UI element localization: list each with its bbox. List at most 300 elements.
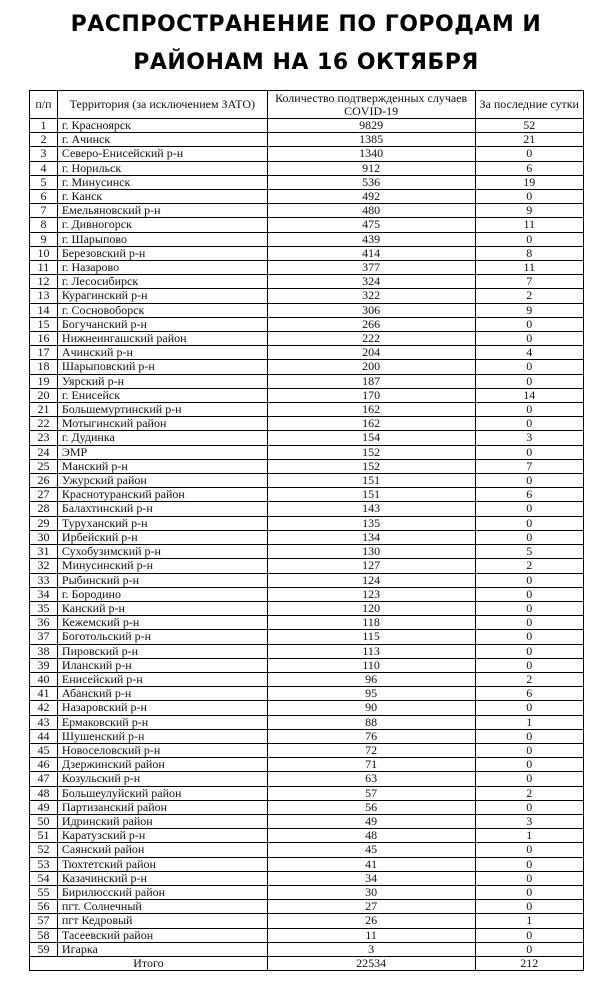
row-territory: Назаровский р-н — [57, 701, 267, 715]
table-row — [30, 715, 584, 729]
row-confirmed-count: 124 — [267, 573, 475, 587]
row-confirmed-count: 322 — [267, 289, 475, 303]
row-territory: г. Ачинск — [57, 133, 267, 147]
row-last-day: 1 — [475, 829, 584, 843]
row-confirmed-count: 30 — [267, 885, 475, 899]
row-territory: Краснотуранский район — [57, 488, 267, 502]
row-number: 36 — [30, 616, 58, 630]
table-row — [30, 360, 584, 374]
row-territory: Ужурский район — [57, 474, 267, 488]
row-territory: г. Красноярск — [57, 119, 267, 133]
row-confirmed-count: 266 — [267, 317, 475, 331]
row-number: 20 — [30, 388, 58, 402]
row-last-day: 2 — [475, 786, 584, 800]
table-row — [30, 857, 584, 871]
row-last-day: 0 — [475, 332, 584, 346]
row-territory: Богучанский р-н — [57, 317, 267, 331]
table-row — [30, 843, 584, 857]
row-last-day: 19 — [475, 175, 584, 189]
table-row — [30, 772, 584, 786]
row-territory: г. Назарово — [57, 261, 267, 275]
row-confirmed-count: 135 — [267, 516, 475, 530]
row-territory: Тасеевский район — [57, 928, 267, 942]
row-number: 43 — [30, 715, 58, 729]
covid-cases-table — [29, 90, 584, 971]
row-last-day: 0 — [475, 630, 584, 644]
row-number: 38 — [30, 644, 58, 658]
row-territory: ЭМР — [57, 445, 267, 459]
row-territory: Канский р-н — [57, 601, 267, 615]
row-territory: Мотыгинский район — [57, 417, 267, 431]
row-confirmed-count: 480 — [267, 204, 475, 218]
row-territory: Курагинский р-н — [57, 289, 267, 303]
row-territory: Туруханский р-н — [57, 516, 267, 530]
row-number: 33 — [30, 573, 58, 587]
table-row — [30, 261, 584, 275]
row-number: 29 — [30, 516, 58, 530]
table-row — [30, 601, 584, 615]
row-last-day: 0 — [475, 417, 584, 431]
row-territory: Бирилюсский район — [57, 885, 267, 899]
table-row — [30, 800, 584, 814]
row-confirmed-count: 170 — [267, 388, 475, 402]
row-number: 6 — [30, 190, 58, 204]
row-confirmed-count: 48 — [267, 829, 475, 843]
row-confirmed-count: 324 — [267, 275, 475, 289]
table-row — [30, 147, 584, 161]
row-territory: Боготольский р-н — [57, 630, 267, 644]
row-last-day: 1 — [475, 914, 584, 928]
row-number: 55 — [30, 885, 58, 899]
row-confirmed-count: 187 — [267, 374, 475, 388]
row-territory: пгт Кедровый — [57, 914, 267, 928]
row-confirmed-count: 26 — [267, 914, 475, 928]
row-confirmed-count: 1340 — [267, 147, 475, 161]
row-number: 23 — [30, 431, 58, 445]
total-count: 22534 — [267, 956, 475, 970]
row-number: 11 — [30, 261, 58, 275]
row-confirmed-count: 95 — [267, 687, 475, 701]
table-row — [30, 190, 584, 204]
row-number: 35 — [30, 601, 58, 615]
row-number: 27 — [30, 488, 58, 502]
row-last-day: 0 — [475, 445, 584, 459]
row-confirmed-count: 34 — [267, 871, 475, 885]
table-row — [30, 488, 584, 502]
row-confirmed-count: 110 — [267, 658, 475, 672]
row-last-day: 5 — [475, 545, 584, 559]
table-row — [30, 133, 584, 147]
row-territory: Козульский р-н — [57, 772, 267, 786]
table-header-row — [30, 91, 584, 119]
row-territory: Казачинский р-н — [57, 871, 267, 885]
table-row — [30, 672, 584, 686]
table-row — [30, 914, 584, 928]
row-confirmed-count: 912 — [267, 161, 475, 175]
row-last-day: 6 — [475, 687, 584, 701]
row-territory: Иланский р-н — [57, 658, 267, 672]
table-row — [30, 289, 584, 303]
row-confirmed-count: 151 — [267, 488, 475, 502]
row-confirmed-count: 414 — [267, 246, 475, 260]
header-last-day: За последние сутки — [475, 91, 584, 119]
row-number: 5 — [30, 175, 58, 189]
table-row — [30, 630, 584, 644]
row-confirmed-count: 151 — [267, 474, 475, 488]
row-number: 46 — [30, 758, 58, 772]
row-number: 21 — [30, 403, 58, 417]
row-last-day: 0 — [475, 573, 584, 587]
row-territory: Шушенский р-н — [57, 729, 267, 743]
row-last-day: 0 — [475, 516, 584, 530]
row-last-day: 6 — [475, 161, 584, 175]
table-row — [30, 175, 584, 189]
row-last-day: 7 — [475, 459, 584, 473]
row-confirmed-count: 1385 — [267, 133, 475, 147]
row-territory: Дзержинский район — [57, 758, 267, 772]
row-territory: Партизанский район — [57, 800, 267, 814]
row-confirmed-count: 9829 — [267, 119, 475, 133]
row-territory: Каратузский р-н — [57, 829, 267, 843]
table-row — [30, 758, 584, 772]
row-confirmed-count: 41 — [267, 857, 475, 871]
page-title-line-2: РАЙОНАМ НА 16 ОКТЯБРЯ — [133, 50, 479, 75]
row-confirmed-count: 377 — [267, 261, 475, 275]
table-row — [30, 573, 584, 587]
row-confirmed-count: 475 — [267, 218, 475, 232]
row-confirmed-count: 127 — [267, 559, 475, 573]
row-territory: Балахтинский р-н — [57, 502, 267, 516]
row-last-day: 0 — [475, 871, 584, 885]
row-number: 26 — [30, 474, 58, 488]
row-number: 14 — [30, 303, 58, 317]
row-number: 44 — [30, 729, 58, 743]
row-territory: Рыбинский р-н — [57, 573, 267, 587]
row-confirmed-count: 76 — [267, 729, 475, 743]
row-number: 7 — [30, 204, 58, 218]
row-number: 39 — [30, 658, 58, 672]
row-territory: г. Енисейск — [57, 388, 267, 402]
row-number: 9 — [30, 232, 58, 246]
table-row — [30, 687, 584, 701]
row-number: 8 — [30, 218, 58, 232]
row-number: 2 — [30, 133, 58, 147]
row-last-day: 7 — [475, 275, 584, 289]
row-confirmed-count: 120 — [267, 601, 475, 615]
row-territory: Саянский район — [57, 843, 267, 857]
row-number: 42 — [30, 701, 58, 715]
row-number: 28 — [30, 502, 58, 516]
row-last-day: 9 — [475, 303, 584, 317]
table-row — [30, 502, 584, 516]
row-last-day: 0 — [475, 743, 584, 757]
table-row — [30, 417, 584, 431]
row-last-day: 0 — [475, 701, 584, 715]
row-territory: г. Бородино — [57, 587, 267, 601]
row-territory: Нижнеингашский район — [57, 332, 267, 346]
row-number: 13 — [30, 289, 58, 303]
row-last-day: 0 — [475, 843, 584, 857]
row-last-day: 2 — [475, 672, 584, 686]
row-number: 56 — [30, 900, 58, 914]
table-row — [30, 218, 584, 232]
table-row — [30, 246, 584, 260]
row-territory: г. Дивногорск — [57, 218, 267, 232]
row-territory: пгт. Солнечный — [57, 900, 267, 914]
row-last-day: 0 — [475, 587, 584, 601]
row-number: 40 — [30, 672, 58, 686]
row-territory: Ермаковский р-н — [57, 715, 267, 729]
table-row — [30, 587, 584, 601]
row-last-day: 0 — [475, 928, 584, 942]
row-number: 41 — [30, 687, 58, 701]
row-last-day: 0 — [475, 232, 584, 246]
row-number: 4 — [30, 161, 58, 175]
row-number: 52 — [30, 843, 58, 857]
row-number: 25 — [30, 459, 58, 473]
row-territory: Минусинский р-н — [57, 559, 267, 573]
row-number: 19 — [30, 374, 58, 388]
row-territory: г. Канск — [57, 190, 267, 204]
row-territory: Манский р-н — [57, 459, 267, 473]
row-confirmed-count: 152 — [267, 459, 475, 473]
row-number: 53 — [30, 857, 58, 871]
row-territory: г. Лесосибирск — [57, 275, 267, 289]
row-territory: Тюхтетский район — [57, 857, 267, 871]
table-row — [30, 829, 584, 843]
row-confirmed-count: 27 — [267, 900, 475, 914]
total-row — [30, 956, 584, 970]
row-confirmed-count: 72 — [267, 743, 475, 757]
row-confirmed-count: 3 — [267, 942, 475, 956]
table-row — [30, 374, 584, 388]
row-confirmed-count: 492 — [267, 190, 475, 204]
table-row — [30, 644, 584, 658]
row-last-day: 0 — [475, 317, 584, 331]
row-last-day: 6 — [475, 488, 584, 502]
row-number: 22 — [30, 417, 58, 431]
table-row — [30, 559, 584, 573]
row-last-day: 3 — [475, 814, 584, 828]
table-row — [30, 317, 584, 331]
row-number: 24 — [30, 445, 58, 459]
row-last-day: 0 — [475, 658, 584, 672]
row-number: 17 — [30, 346, 58, 360]
table-row — [30, 459, 584, 473]
row-last-day: 0 — [475, 147, 584, 161]
row-number: 31 — [30, 545, 58, 559]
row-confirmed-count: 113 — [267, 644, 475, 658]
row-territory: Енисейский р-н — [57, 672, 267, 686]
row-last-day: 0 — [475, 857, 584, 871]
row-number: 37 — [30, 630, 58, 644]
row-confirmed-count: 56 — [267, 800, 475, 814]
row-confirmed-count: 200 — [267, 360, 475, 374]
row-number: 30 — [30, 530, 58, 544]
row-confirmed-count: 536 — [267, 175, 475, 189]
row-last-day: 0 — [475, 729, 584, 743]
row-last-day: 8 — [475, 246, 584, 260]
row-territory: Большеулуйский район — [57, 786, 267, 800]
row-territory: г. Дудинка — [57, 431, 267, 445]
row-number: 34 — [30, 587, 58, 601]
table-row — [30, 701, 584, 715]
row-confirmed-count: 88 — [267, 715, 475, 729]
row-territory: Емельяновский р-н — [57, 204, 267, 218]
row-last-day: 0 — [475, 360, 584, 374]
row-last-day: 1 — [475, 715, 584, 729]
total-last-day: 212 — [475, 956, 584, 970]
row-last-day: 14 — [475, 388, 584, 402]
row-last-day: 0 — [475, 885, 584, 899]
row-confirmed-count: 45 — [267, 843, 475, 857]
table-row — [30, 388, 584, 402]
row-last-day: 4 — [475, 346, 584, 360]
page-title-line-1: РАСПРОСТРАНЕНИЕ ПО ГОРОДАМ И — [70, 12, 542, 37]
table-row — [30, 545, 584, 559]
row-number: 48 — [30, 786, 58, 800]
row-confirmed-count: 115 — [267, 630, 475, 644]
row-last-day: 3 — [475, 431, 584, 445]
row-territory: г. Минусинск — [57, 175, 267, 189]
table-row — [30, 942, 584, 956]
table-row — [30, 161, 584, 175]
row-territory: Пировский р-н — [57, 644, 267, 658]
row-last-day: 0 — [475, 502, 584, 516]
total-label: Итого — [30, 956, 268, 970]
header-confirmed-count: Количество подтвержденных случаев COVID-19 — [267, 91, 475, 119]
table-row — [30, 885, 584, 899]
row-number: 1 — [30, 119, 58, 133]
row-last-day: 0 — [475, 601, 584, 615]
row-confirmed-count: 11 — [267, 928, 475, 942]
row-last-day: 0 — [475, 644, 584, 658]
row-last-day: 0 — [475, 190, 584, 204]
row-territory: Уярский р-н — [57, 374, 267, 388]
row-last-day: 0 — [475, 900, 584, 914]
row-confirmed-count: 90 — [267, 701, 475, 715]
row-confirmed-count: 57 — [267, 786, 475, 800]
row-number: 49 — [30, 800, 58, 814]
table-row — [30, 743, 584, 757]
row-number: 18 — [30, 360, 58, 374]
table-row — [30, 474, 584, 488]
row-last-day: 0 — [475, 474, 584, 488]
table-row — [30, 530, 584, 544]
row-number: 58 — [30, 928, 58, 942]
table-row — [30, 616, 584, 630]
row-territory: Ирбейский р-н — [57, 530, 267, 544]
table-row — [30, 232, 584, 246]
table-row — [30, 204, 584, 218]
row-territory: г. Шарыпово — [57, 232, 267, 246]
table-row — [30, 928, 584, 942]
row-last-day: 0 — [475, 403, 584, 417]
row-territory: Шарыповский р-н — [57, 360, 267, 374]
row-last-day: 11 — [475, 261, 584, 275]
row-last-day: 52 — [475, 119, 584, 133]
row-territory: Новоселовский р-н — [57, 743, 267, 757]
row-number: 47 — [30, 772, 58, 786]
table-row — [30, 516, 584, 530]
row-last-day: 0 — [475, 616, 584, 630]
row-number: 12 — [30, 275, 58, 289]
row-territory: Ачинский р-н — [57, 346, 267, 360]
row-confirmed-count: 130 — [267, 545, 475, 559]
row-confirmed-count: 96 — [267, 672, 475, 686]
row-last-day: 2 — [475, 289, 584, 303]
row-number: 10 — [30, 246, 58, 260]
row-number: 59 — [30, 942, 58, 956]
row-confirmed-count: 123 — [267, 587, 475, 601]
row-territory: Абанский р-н — [57, 687, 267, 701]
row-number: 15 — [30, 317, 58, 331]
row-number: 45 — [30, 743, 58, 757]
row-number: 50 — [30, 814, 58, 828]
table-row — [30, 445, 584, 459]
table-row — [30, 332, 584, 346]
table-row — [30, 119, 584, 133]
row-last-day: 0 — [475, 374, 584, 388]
row-confirmed-count: 162 — [267, 417, 475, 431]
row-last-day: 21 — [475, 133, 584, 147]
row-confirmed-count: 439 — [267, 232, 475, 246]
row-territory: Идринский район — [57, 814, 267, 828]
table-row — [30, 900, 584, 914]
row-last-day: 2 — [475, 559, 584, 573]
table-row — [30, 786, 584, 800]
table-row — [30, 346, 584, 360]
table-row — [30, 658, 584, 672]
row-last-day: 9 — [475, 204, 584, 218]
row-confirmed-count: 154 — [267, 431, 475, 445]
table-row — [30, 814, 584, 828]
row-last-day: 0 — [475, 772, 584, 786]
row-last-day: 0 — [475, 530, 584, 544]
row-confirmed-count: 204 — [267, 346, 475, 360]
table-row — [30, 871, 584, 885]
row-territory: г. Норильск — [57, 161, 267, 175]
row-confirmed-count: 49 — [267, 814, 475, 828]
header-territory: Территория (за исключением ЗАТО) — [57, 91, 267, 119]
row-territory: г. Сосновоборск — [57, 303, 267, 317]
row-last-day: 0 — [475, 942, 584, 956]
header-number: п/п — [30, 91, 58, 119]
row-territory: Игарка — [57, 942, 267, 956]
table-row — [30, 403, 584, 417]
row-confirmed-count: 134 — [267, 530, 475, 544]
row-number: 51 — [30, 829, 58, 843]
row-number: 3 — [30, 147, 58, 161]
row-confirmed-count: 143 — [267, 502, 475, 516]
table-row — [30, 303, 584, 317]
row-territory: Большемуртинский р-н — [57, 403, 267, 417]
row-last-day: 0 — [475, 800, 584, 814]
row-confirmed-count: 222 — [267, 332, 475, 346]
table-row — [30, 729, 584, 743]
row-last-day: 0 — [475, 758, 584, 772]
row-territory: Северо-Енисейский р-н — [57, 147, 267, 161]
row-number: 57 — [30, 914, 58, 928]
table-row — [30, 275, 584, 289]
row-number: 32 — [30, 559, 58, 573]
row-confirmed-count: 63 — [267, 772, 475, 786]
row-territory: Березовский р-н — [57, 246, 267, 260]
row-territory: Кежемский р-н — [57, 616, 267, 630]
row-number: 54 — [30, 871, 58, 885]
row-confirmed-count: 162 — [267, 403, 475, 417]
row-confirmed-count: 71 — [267, 758, 475, 772]
